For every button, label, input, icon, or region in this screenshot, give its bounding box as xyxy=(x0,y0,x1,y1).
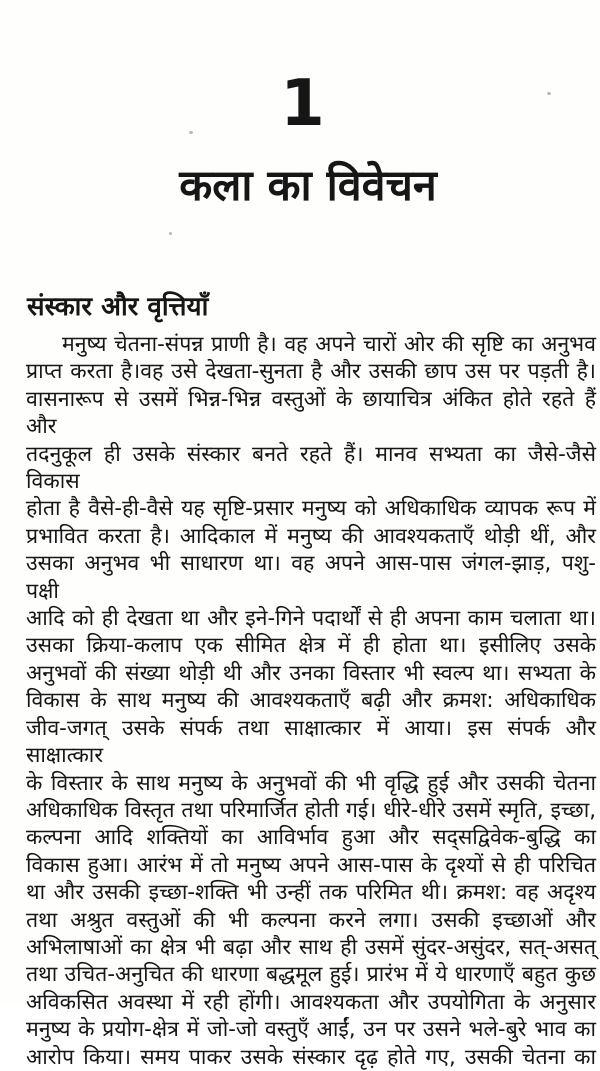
paragraph-line: कल्पना आदि शक्तियों का आविर्भाव हुआ और सद्सद्विवेक-बुद्धि का xyxy=(26,825,596,851)
paragraph-line: के विस्तार के साथ मनुष्य के अनुभवों की भी वृद्धि हुई और उसकी चेतना xyxy=(26,770,596,796)
paragraph-line: प्राप्त करता है।वह उसे देखता-सुनता है और उसकी छाप उस पर पड़ती है। xyxy=(26,359,596,385)
paragraph-line: अनुभवों की संख्या थोड़ी थी और उनका विस्तार भी स्वल्प था। सभ्यता के xyxy=(26,660,596,686)
paragraph-line: मनुष्य के प्रयोग-क्षेत्र में जो-जो वस्तुएँ आईं, उन पर उसने भले-बुरे भाव का xyxy=(26,1017,596,1043)
body-paragraph xyxy=(26,331,596,1071)
paragraph-line: वासनारूप से उसमें भिन्न-भिन्न वस्तुओं के छायाचित्र अंकित होते रहते हैं और xyxy=(26,386,596,440)
paragraph-line: विकास हुआ। आरंभ में तो मनुष्य अपने आस-पास के दृश्यों से ही परिचित xyxy=(26,852,596,878)
paragraph-line: अभिलाषाओं का क्षेत्र भी बढ़ा और साथ ही उसमें सुंदर-असुंदर, सत्-असत् xyxy=(26,934,596,960)
paragraph-line: था और उसकी इच्छा-शक्ति भी उन्हीं तक परिमित थी। क्रमश: वह अदृश्य xyxy=(26,880,596,906)
paragraph-line: आदि को ही देखता था और इने-गिने पदार्थों से ही अपना काम चलाता था। xyxy=(26,606,596,632)
paragraph-line: तथा उचित-अनुचित की धारणा बद्धमूल हुई। प्रारंभ में ये धारणाएँ बहुत कुछ xyxy=(26,962,596,988)
chapter-number: 1 xyxy=(280,67,326,141)
paragraph-line: तदनुकूल ही उसके संस्कार बनते रहते हैं। मानव सभ्यता का जैसे-जैसे विकास xyxy=(26,441,596,495)
chapter-title: कला का विवेचन xyxy=(179,161,437,211)
paragraph-line: होता है वैसे-ही-वैसे यह सृष्टि-प्रसार मनुष्य को अधिकाधिक व्यापक रूप में xyxy=(26,496,596,522)
paragraph-line: प्रभावित करता है। आदिकाल में मनुष्य की आवश्यकताएँ थोड़ी थीं, और xyxy=(26,523,596,549)
paragraph-line: अधिकाधिक विस्तृत तथा परिमार्जित होती गई। धीरे-धीरे उसमें स्मृति, इच्छा, xyxy=(26,797,596,823)
section-heading: संस्कार और वृत्तियाँ xyxy=(27,292,209,322)
paragraph-line: विकास के साथ मनुष्य की आवश्यकताएँ बढ़ी और क्रमश: अधिकाधिक xyxy=(26,688,596,714)
paragraph-line: अविकसित अवस्था में रही होंगी। आवश्यकता और उपयोगिता के अनुसार xyxy=(26,989,596,1015)
scan-speck xyxy=(169,232,172,235)
paragraph-line: जीव-जगत् उसके संपर्क तथा साक्षात्कार में आया। इस संपर्क और साक्षात्कार xyxy=(26,715,596,769)
paragraph-line: तथा अश्रुत वस्तुओं की भी कल्पना करने लगा। उसकी इच्छाओं और xyxy=(26,907,596,933)
paragraph-line: मनुष्य चेतना-संपन्न प्राणी है। वह अपने चारों ओर की सृष्टि का अनुभव xyxy=(62,332,596,357)
paragraph-line: उसका अनुभव भी साधारण था। वह अपने आस-पास जंगल-झाड़, पशु-पक्षी xyxy=(26,551,596,604)
paragraph-line: आरोप किया। समय पाकर उसके संस्कार दृढ़ होते गए, उसकी चेतना का xyxy=(26,1044,596,1070)
scan-speck xyxy=(189,131,193,134)
scan-speck xyxy=(547,92,551,95)
paragraph-line: उसका क्रिया-कलाप एक सीमित क्षेत्र में ही होता था। इसीलिए उसके xyxy=(26,633,596,659)
